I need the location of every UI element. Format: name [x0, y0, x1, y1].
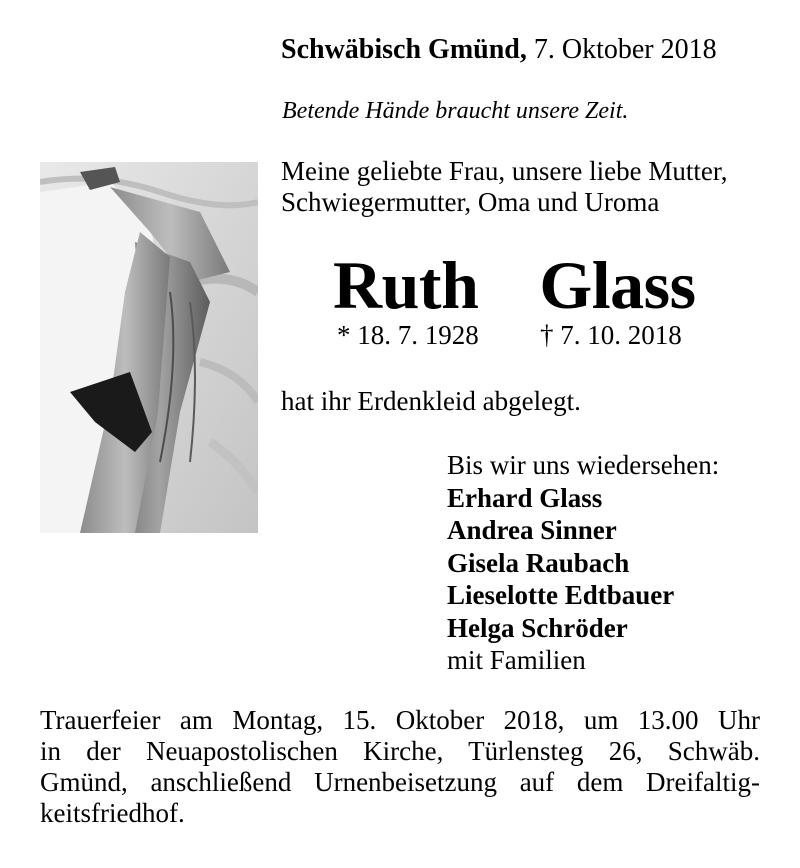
- ceremony-line-4: keitsfriedhof.: [40, 798, 185, 828]
- mourner-name: Helga Schröder: [447, 612, 628, 643]
- motto: Betende Hände braucht unsere Zeit.: [282, 98, 629, 124]
- mourner-name: Lieselotte Edtbauer: [447, 580, 675, 610]
- mourners-block: [447, 449, 719, 677]
- mourner-name: Gisela Raubach: [447, 547, 630, 578]
- notice-date: 7. Oktober 2018: [533, 34, 717, 65]
- mourner-name: Andrea Sinner: [447, 515, 617, 545]
- statement: hat ihr Erdenkleid abgelegt.: [281, 386, 581, 416]
- mourners-intro: Bis wir uns wiedersehen:: [447, 450, 720, 480]
- mourner-name: Erhard Glass: [447, 482, 603, 513]
- holding-hands-photo: [40, 162, 258, 533]
- place-date-line: [281, 34, 717, 66]
- place-name: Schwäbisch Gmünd,: [281, 34, 527, 65]
- intro-text: [281, 156, 728, 218]
- mourners-closing: mit Familien: [447, 645, 586, 675]
- intro-line-1: Meine geliebte Frau, unsere liebe Mutter,: [281, 156, 728, 186]
- deceased-name: Ruth Glass: [333, 247, 696, 323]
- birth-date: * 18. 7. 1928: [337, 320, 479, 350]
- ceremony-details: [40, 705, 760, 829]
- intro-line-2: Schwiegermutter, Oma und Uroma: [281, 187, 660, 217]
- death-date: † 7. 10. 2018: [540, 320, 682, 350]
- ceremony-line-1: Trauerfeier am Montag, 15. Oktober 2018, um 13.00 Uhr: [40, 705, 760, 735]
- ceremony-line-2: in der Neuapostolischen Kirche, Türlensteg 26, Schwäb.: [40, 736, 760, 766]
- ceremony-line-3: Gmünd, anschließend Urnenbeisetzung auf dem Dreifaltig-: [40, 767, 760, 797]
